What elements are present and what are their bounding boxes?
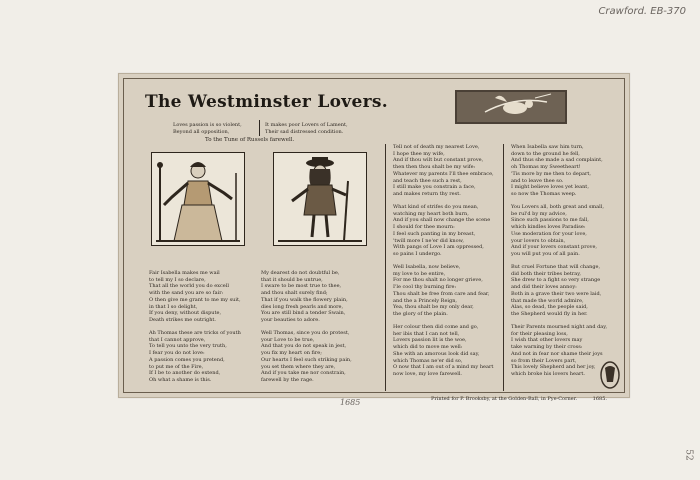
- verse-line: Our hearts I feel such striking pain,: [261, 356, 352, 363]
- verse-line: you set them where they are,: [261, 363, 336, 370]
- subtitle-right-line-2: Their sad distressed condition.: [265, 129, 344, 135]
- verse-line: 'Tis more by me then to depart,: [511, 170, 591, 177]
- verse-line: farewell by the rage.: [261, 376, 314, 383]
- subtitle-left-line-2: Beyond all opposition,: [173, 129, 230, 135]
- verse-line: which did to move me well:: [393, 344, 463, 351]
- verse-line: then then thou shalt be my wife:: [393, 164, 476, 171]
- verse-line: Alas, so dead, the people said,: [511, 304, 588, 311]
- col3-stanza-1: [393, 144, 494, 198]
- verse-line: so now the Thomas weep.: [511, 190, 577, 197]
- verse-line: and to leave thee so.: [511, 177, 564, 184]
- subtitle-divider: [259, 120, 260, 136]
- broadside-sheet: [118, 73, 630, 402]
- verse-line: To tell you unto the very truth,: [149, 343, 227, 350]
- verse-line: your Love to be true,: [261, 336, 315, 343]
- verse-line: I hope thee my wife,: [393, 150, 445, 157]
- verse-line: Lovers passion lit is the woe,: [393, 337, 467, 344]
- verse-line: Whatever my parents I'll thee embrace,: [393, 170, 494, 177]
- verse-line: for their pleasing loss,: [511, 330, 568, 337]
- verse-line: You Lovers all, both great and small,: [511, 204, 604, 210]
- verse-line: You are still bind a tender Swain,: [261, 310, 346, 317]
- verse-line: Well Thomas, since you do protest,: [261, 330, 350, 336]
- imprint-year: 1685.: [592, 396, 607, 402]
- verse-line: you will put you of all pain.: [511, 250, 580, 257]
- verse-line: and teach thee such a rest,: [393, 177, 462, 184]
- verse-line: O now that I am out of a mind my heart: [393, 364, 494, 371]
- verse-line: my love to be entire,: [393, 270, 446, 277]
- verse-line: Thou shalt be free from care and fear,: [393, 290, 490, 297]
- verse-line: and the a Princely Reign,: [393, 297, 458, 304]
- verse-line: Oh what a shame is this.: [149, 376, 212, 383]
- verse-line: But cruel Fortune that will change,: [511, 264, 601, 270]
- verse-line: I'le cool thy burning fire:: [393, 284, 457, 291]
- verse-line: Fair Isabella makes me wail: [149, 270, 220, 276]
- verse-line: in that I so delight,: [149, 303, 198, 310]
- reference-annotation: Crawford. EB-370: [598, 6, 686, 17]
- verse-line: With pangs of Love I am oppressed,: [393, 244, 484, 251]
- library-stamp-icon: [599, 360, 621, 390]
- verse-line: I might believe loves yet leant,: [511, 184, 589, 191]
- verse-line: A passion comes you pretend,: [149, 356, 225, 363]
- verse-line: I fear you do not love:: [149, 350, 205, 357]
- verse-line: dies long fresh pearls and more,: [261, 303, 344, 310]
- verse-line: your beauties to adore.: [261, 316, 320, 323]
- verse-line: down to the ground he fell,: [511, 150, 580, 157]
- verse-line: and thou shalt surely find;: [261, 290, 328, 297]
- verse-line: which Thomas ne'er did so,: [393, 357, 463, 364]
- verse-line: And if you take me nor constrain,: [261, 370, 346, 377]
- imprint: [431, 396, 607, 402]
- verse-line: Use moderation for your love,: [511, 230, 587, 237]
- verse-line: Their Parents mourned night and day,: [511, 324, 608, 330]
- verse-line: to put me of the Fire,: [149, 363, 204, 370]
- verse-line: And if you shall now change the scene: [393, 217, 491, 224]
- verse-line: For me thou shalt no longer grieve,: [393, 277, 483, 284]
- verse-line: watching my heart both burn,: [393, 210, 469, 217]
- subtitle-right-line-1: It makes poor Lovers of Lament,: [265, 122, 348, 128]
- verse-line: with the sand you are so fair:: [149, 290, 224, 297]
- woodcut-man-image: [273, 152, 367, 246]
- verse-line: your lovers to obtain,: [511, 237, 566, 244]
- verse-line: I feel such panting in my breast,: [393, 230, 476, 237]
- col1-stanza-1: [149, 270, 241, 324]
- verse-line: I wish that other lovers may: [511, 337, 583, 344]
- col1-stanza-2: [149, 330, 241, 384]
- subtitle-left-line-1: Loves passion is so violent,: [173, 122, 242, 128]
- verse-line: oh Thomas my Sweetheart!: [511, 164, 581, 171]
- verse-line: And if your lovers constant prove,: [511, 244, 598, 251]
- col3-stanza-3: [393, 264, 489, 318]
- column-divider-right: [503, 144, 504, 391]
- verse-line: I still make you constrain a face,: [393, 184, 476, 191]
- col3-stanza-2: [393, 204, 490, 258]
- verse-line: that made the world admire,: [511, 297, 584, 304]
- verse-line: now love, my love farewell.: [393, 370, 463, 377]
- verse-line: O then give me grant to me my suit,: [149, 296, 241, 303]
- verse-line: and did their loves annoy:: [511, 284, 577, 291]
- col2-stanza-1: [261, 270, 348, 324]
- woodcut-woman-image: [151, 152, 245, 246]
- verse-line: If you deny, without dispute,: [149, 310, 222, 317]
- col4-stanza-4: [511, 324, 607, 378]
- verse-line: And that you do not speak in jest,: [261, 343, 347, 350]
- verse-line: I sware to be most true to thee,: [261, 283, 342, 290]
- verse-line: My dearest do not doubtful be,: [261, 270, 340, 276]
- date-annotation: 1685: [340, 398, 361, 407]
- verse-line: She with an amorous look did say,: [393, 350, 480, 357]
- verse-line: that it should be untrue,: [261, 276, 323, 283]
- verse-line: Well Isabella, now believe,: [393, 264, 461, 270]
- verse-line: the glory of the plain.: [393, 310, 448, 317]
- verse-line: Ah Thomas these are tricks of youth: [149, 330, 241, 336]
- column-divider-center: [385, 144, 386, 391]
- printer-text: Printed for P. Brooksby, at the Golden-Ball, in Pye-Corner.: [431, 396, 578, 402]
- col4-stanza-1: [511, 144, 603, 198]
- subtitle-left: [173, 122, 242, 136]
- verse-line: Both in a grave their two were laid,: [511, 290, 602, 297]
- verse-line: That all the world you do excell: [149, 283, 229, 290]
- verse-line: Yea, thou shalt be my only dear,: [393, 304, 474, 311]
- verse-line: so pains I undergo.: [393, 250, 442, 257]
- verse-line: that I cannot approve,: [149, 336, 206, 343]
- page-number: 52: [683, 449, 694, 461]
- verse-line: the Shepherd would fly in her.: [511, 310, 588, 317]
- verse-line: so from their Lovers part,: [511, 357, 577, 364]
- verse-line: And thus she made a sad complaint,: [511, 157, 603, 164]
- verse-line: her ibis that I can not tell,: [393, 330, 460, 337]
- col4-stanza-2: [511, 204, 604, 258]
- verse-line: take warning by their cross:: [511, 344, 583, 351]
- woodcut-cupid-image: [455, 90, 567, 124]
- col3-stanza-4: [393, 324, 493, 378]
- col4-stanza-3: [511, 264, 601, 318]
- verse-line: and makes return thy rest.: [393, 190, 461, 197]
- verse-line: which broke his lovers heart.: [511, 370, 585, 377]
- verse-line: And if thou wilt but constant prove,: [393, 157, 484, 164]
- verse-line: 'twill more I ne'er did know,: [393, 237, 464, 244]
- verse-line: When Isabella saw him turn,: [511, 144, 584, 150]
- verse-line: to tell my I so declare,: [149, 276, 206, 283]
- verse-line: you fix my heart on fire;: [261, 350, 322, 357]
- verse-line: I should for thee mourn:: [393, 224, 455, 231]
- col2-stanza-2: [261, 330, 352, 384]
- subtitle-right: [265, 122, 348, 136]
- verse-line: Since such passions to me fall,: [511, 217, 589, 224]
- verse-line: did both their tribes betray,: [511, 270, 581, 277]
- verse-line: That if you walk the flowery plain,: [261, 296, 348, 303]
- verse-line: And not in fear nor shame their joys: [511, 350, 603, 357]
- verse-line: If I be to another do extend,: [149, 370, 221, 377]
- verse-line: She drew to a fight so very strange: [511, 277, 601, 284]
- verse-line: What kind of strifes do you mean,: [393, 204, 479, 210]
- verse-line: Death strikes me outright.: [149, 316, 217, 323]
- verse-line: Tell not of death my nearest Love,: [393, 144, 480, 150]
- verse-line: be rul'd by my advice,: [511, 210, 567, 217]
- verse-line: which kindles loves Paradise:: [511, 224, 586, 231]
- tune-line: To the Tune of Russels farewell.: [205, 137, 295, 143]
- verse-line: This lovely Shepherd and her joy,: [511, 364, 596, 371]
- ballad-title: The Westminster Lovers.: [145, 92, 388, 112]
- verse-line: Her colour then did come and go,: [393, 324, 479, 330]
